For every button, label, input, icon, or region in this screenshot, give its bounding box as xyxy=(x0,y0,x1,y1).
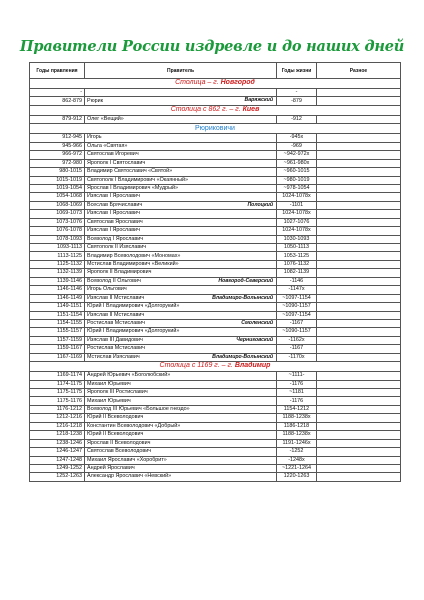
misc-cell xyxy=(317,89,401,97)
ruler-name: Святополк II Изяславич xyxy=(87,244,147,251)
principality-tag: Новгород-Северский xyxy=(218,277,273,284)
life-years: 1191-1246x xyxy=(277,439,317,447)
table-row xyxy=(30,168,401,176)
ruler-cell xyxy=(85,260,277,268)
ruler-cell xyxy=(85,464,277,472)
ruler-cell xyxy=(85,414,277,422)
ruler-name: Владимир Святославич «Святой» xyxy=(87,168,173,175)
reign-years: 1238-1246 xyxy=(30,439,85,447)
ruler-cell xyxy=(85,353,277,361)
ruler-cell xyxy=(85,168,277,176)
life-years: 1188-1238x xyxy=(277,431,317,439)
life-years: 1030-1093 xyxy=(277,235,317,243)
reign-years: - xyxy=(30,89,85,97)
principality-tag: Варяжский xyxy=(244,97,273,104)
table-row xyxy=(30,422,401,430)
table-row xyxy=(30,260,401,268)
dynasty-row xyxy=(30,124,401,134)
ruler-cell xyxy=(85,97,277,105)
table-row xyxy=(30,303,401,311)
principality-tag: Смоленский xyxy=(241,319,273,326)
table-row xyxy=(30,397,401,405)
table-row xyxy=(30,176,401,184)
reign-years: 980-1015 xyxy=(30,168,85,176)
life-years: -879 xyxy=(277,97,317,105)
reign-years: 1216-1218 xyxy=(30,422,85,430)
table-row xyxy=(30,345,401,353)
misc-cell xyxy=(317,286,401,294)
table-row xyxy=(30,235,401,243)
life-years: 1188-1238x xyxy=(277,414,317,422)
reign-years: 1154-1155 xyxy=(30,319,85,327)
table-row xyxy=(30,372,401,380)
reign-years: 1218-1238 xyxy=(30,431,85,439)
principality-tag: Владимиро-Волынский xyxy=(212,294,273,301)
table-row xyxy=(30,286,401,294)
ruler-cell xyxy=(85,431,277,439)
life-years: -1252 xyxy=(277,448,317,456)
ruler-name: Игорь Ольгович xyxy=(87,286,127,293)
reign-years: 912-945 xyxy=(30,134,85,142)
reign-years: 1176-1212 xyxy=(30,405,85,413)
misc-cell xyxy=(317,142,401,150)
table-row xyxy=(30,142,401,150)
table-row xyxy=(30,218,401,226)
table-row xyxy=(30,134,401,142)
ruler-cell xyxy=(85,473,277,481)
table-row xyxy=(30,405,401,413)
reign-years: 879-912 xyxy=(30,115,85,123)
misc-cell xyxy=(317,294,401,302)
ruler-name: Святослав Игоревич xyxy=(87,151,139,158)
misc-cell xyxy=(317,405,401,413)
misc-cell xyxy=(317,151,401,159)
table-row xyxy=(30,277,401,285)
misc-cell xyxy=(317,372,401,380)
ruler-cell xyxy=(85,372,277,380)
ruler-cell xyxy=(85,311,277,319)
ruler-name: Изяслав I Ярославич xyxy=(87,193,140,200)
misc-cell xyxy=(317,473,401,481)
header-years: Годы правления xyxy=(30,63,85,79)
ruler-cell xyxy=(85,456,277,464)
section-city: Владимир xyxy=(234,362,271,370)
capital-section-row xyxy=(30,79,401,89)
life-years: ~1111- xyxy=(277,372,317,380)
life-years: 1154-1212 xyxy=(277,405,317,413)
header-misc: Разное xyxy=(317,63,401,79)
reign-years: 1174-1175 xyxy=(30,380,85,388)
ruler-cell xyxy=(85,422,277,430)
ruler-cell xyxy=(85,328,277,336)
misc-cell xyxy=(317,97,401,105)
ruler-cell xyxy=(85,115,277,123)
ruler-cell xyxy=(85,397,277,405)
misc-cell xyxy=(317,336,401,344)
misc-cell xyxy=(317,168,401,176)
life-years: -1146 xyxy=(277,277,317,285)
reign-years: 1169-1174 xyxy=(30,372,85,380)
life-years: -969 xyxy=(277,142,317,150)
misc-cell xyxy=(317,389,401,397)
life-years: 1220-1263 xyxy=(277,473,317,481)
ruler-name: Мстислав Владимирович «Великий» xyxy=(87,260,179,267)
life-years: 1024-1078x xyxy=(277,227,317,235)
ruler-cell xyxy=(85,389,277,397)
life-years: ~961-980x xyxy=(277,159,317,167)
ruler-name: Юрий II Всеволодович xyxy=(87,431,144,438)
table-row xyxy=(30,414,401,422)
ruler-cell xyxy=(85,319,277,327)
table-row xyxy=(30,184,401,192)
table-row xyxy=(30,269,401,277)
reign-years: 1249-1252 xyxy=(30,464,85,472)
ruler-name: Всеволод III Юрьевич «Большое гнездо» xyxy=(87,405,190,412)
table-row xyxy=(30,353,401,361)
life-years: 1024-1078x xyxy=(277,193,317,201)
section-prefix: Столица – г. xyxy=(175,79,221,87)
ruler-cell xyxy=(85,345,277,353)
misc-cell xyxy=(317,159,401,167)
ruler-name: Святослав Ярославич xyxy=(87,218,143,225)
misc-cell xyxy=(317,184,401,192)
ruler-name: Ярослав I Владимирович «Мудрый» xyxy=(87,185,178,192)
ruler-cell xyxy=(85,151,277,159)
misc-cell xyxy=(317,422,401,430)
reign-years: 1155-1157 xyxy=(30,328,85,336)
ruler-name: Святослав Всеволодович xyxy=(87,448,152,455)
principality-tag: Полоцкий xyxy=(247,201,273,208)
misc-cell xyxy=(317,328,401,336)
life-years: -1176 xyxy=(277,397,317,405)
reign-years: 945-966 xyxy=(30,142,85,150)
table-row xyxy=(30,431,401,439)
ruler-cell xyxy=(85,294,277,302)
principality-tag: Владимиро-Волынский xyxy=(212,353,273,360)
table-row xyxy=(30,210,401,218)
ruler-name: Ярополк III Ростиславич xyxy=(87,389,148,396)
life-years: 1053-1125 xyxy=(277,252,317,260)
life-years: ~1097-1154 xyxy=(277,294,317,302)
section-label xyxy=(30,79,401,89)
misc-cell xyxy=(317,464,401,472)
life-years: -1248x xyxy=(277,456,317,464)
table-row xyxy=(30,252,401,260)
reign-years: 1068-1069 xyxy=(30,201,85,209)
reign-years: 1125-1132 xyxy=(30,260,85,268)
ruler-name: Мстислав Изяславич xyxy=(87,353,140,360)
life-years: 1076-1132 xyxy=(277,260,317,268)
life-years: ~960-1015 xyxy=(277,168,317,176)
ruler-cell xyxy=(85,380,277,388)
reign-years: 1151-1154 xyxy=(30,311,85,319)
life-years: ~1090-1157 xyxy=(277,328,317,336)
rulers-table xyxy=(29,62,401,482)
misc-cell xyxy=(317,227,401,235)
principality-tag: Черниговский xyxy=(236,336,273,343)
reign-years: 1175-1175 xyxy=(30,389,85,397)
ruler-name: Олег «Вещий» xyxy=(87,115,124,122)
reign-years: 1073-1076 xyxy=(30,218,85,226)
life-years: ~1090-1157 xyxy=(277,303,317,311)
table-row xyxy=(30,456,401,464)
ruler-name: Ярополк II Владимирович xyxy=(87,269,152,276)
ruler-name: Всеслав Брячиславич xyxy=(87,201,143,208)
capital-section-row xyxy=(30,362,401,372)
table-row xyxy=(30,89,401,97)
ruler-cell xyxy=(85,252,277,260)
ruler-cell xyxy=(85,277,277,285)
life-years: -1162x xyxy=(277,336,317,344)
misc-cell xyxy=(317,319,401,327)
ruler-name: Рюрик xyxy=(87,97,104,104)
misc-cell xyxy=(317,397,401,405)
life-years: 1186-1218 xyxy=(277,422,317,430)
table-body xyxy=(30,79,401,482)
life-years: - xyxy=(277,89,317,97)
ruler-name: Михаил Юрьевич xyxy=(87,397,131,404)
life-years: -1176 xyxy=(277,380,317,388)
ruler-name: Михаил Юрьевич xyxy=(87,380,131,387)
ruler-cell xyxy=(85,336,277,344)
table-row xyxy=(30,464,401,472)
table-header-row xyxy=(30,63,401,79)
misc-cell xyxy=(317,193,401,201)
life-years: ~1221-1264 xyxy=(277,464,317,472)
misc-cell xyxy=(317,176,401,184)
table-row xyxy=(30,201,401,209)
ruler-cell xyxy=(85,142,277,150)
reign-years: 1132-1139 xyxy=(30,269,85,277)
life-years: -1170x xyxy=(277,353,317,361)
reign-years: 1212-1216 xyxy=(30,414,85,422)
misc-cell xyxy=(317,134,401,142)
reign-years: 862-879 xyxy=(30,97,85,105)
ruler-name: Изяслав II Мстиславич xyxy=(87,311,145,318)
reign-years: 1159-1167 xyxy=(30,345,85,353)
reign-years: 1093-1113 xyxy=(30,244,85,252)
misc-cell xyxy=(317,456,401,464)
misc-cell xyxy=(317,269,401,277)
ruler-cell xyxy=(85,269,277,277)
section-label xyxy=(30,105,401,115)
table-row xyxy=(30,311,401,319)
life-years: ~1181 xyxy=(277,389,317,397)
life-years: ~978-1054 xyxy=(277,184,317,192)
ruler-cell xyxy=(85,303,277,311)
ruler-name: Александр Ярославич «Невский» xyxy=(87,473,172,480)
misc-cell xyxy=(317,201,401,209)
life-years: ~1097-1154 xyxy=(277,311,317,319)
ruler-name: Изяслав I Ярославич xyxy=(87,227,140,234)
table-row xyxy=(30,473,401,481)
life-years: ~942-972x xyxy=(277,151,317,159)
ruler-cell xyxy=(85,439,277,447)
header-life: Годы жизни xyxy=(277,63,317,79)
misc-cell xyxy=(317,353,401,361)
life-years: -1167 xyxy=(277,319,317,327)
life-years: -1101 xyxy=(277,201,317,209)
section-prefix: Столица с 862 г. – г. xyxy=(170,106,243,114)
ruler-name: Игорь xyxy=(87,134,102,141)
reign-years: 1139-1146 xyxy=(30,277,85,285)
ruler-name: Ростислав Мстиславич xyxy=(87,320,145,327)
table-row xyxy=(30,151,401,159)
ruler-cell xyxy=(85,193,277,201)
table-row xyxy=(30,439,401,447)
reign-years: 1167-1169 xyxy=(30,353,85,361)
header-ruler: Правитель xyxy=(85,63,277,79)
ruler-name: Ярослав II Всеволодович xyxy=(87,439,151,446)
ruler-cell xyxy=(85,89,277,97)
misc-cell xyxy=(317,431,401,439)
reign-years: 972-980 xyxy=(30,159,85,167)
misc-cell xyxy=(317,210,401,218)
ruler-name: Михаил Ярославич «Хоробрит» xyxy=(87,456,167,463)
ruler-cell xyxy=(85,448,277,456)
life-years: ~980-1019 xyxy=(277,176,317,184)
life-years: 1082-1139 xyxy=(277,269,317,277)
reign-years: 1019-1054 xyxy=(30,184,85,192)
misc-cell xyxy=(317,311,401,319)
reign-years: 1054-1068 xyxy=(30,193,85,201)
reign-years: 1146-1149 xyxy=(30,294,85,302)
ruler-cell xyxy=(85,176,277,184)
misc-cell xyxy=(317,235,401,243)
ruler-name: Изяслав I Ярославич xyxy=(87,210,140,217)
ruler-cell xyxy=(85,159,277,167)
reign-years: 1157-1159 xyxy=(30,336,85,344)
table-row xyxy=(30,319,401,327)
ruler-cell xyxy=(85,210,277,218)
table-row xyxy=(30,448,401,456)
reign-years: 966-972 xyxy=(30,151,85,159)
reign-years: 1146-1146 xyxy=(30,286,85,294)
ruler-name: Андрей Ярославич xyxy=(87,465,135,472)
ruler-name: Юрий I Владимирович «Долгорукий» xyxy=(87,328,180,335)
table-row xyxy=(30,227,401,235)
ruler-cell xyxy=(85,227,277,235)
misc-cell xyxy=(317,277,401,285)
life-years: 1027-1076 xyxy=(277,218,317,226)
reign-years: 1076-1078 xyxy=(30,227,85,235)
ruler-cell xyxy=(85,405,277,413)
misc-cell xyxy=(317,439,401,447)
ruler-cell xyxy=(85,184,277,192)
table-row xyxy=(30,159,401,167)
reign-years: 1247-1248 xyxy=(30,456,85,464)
ruler-name: Андрей Юрьевич «Боголюбский» xyxy=(87,372,171,379)
ruler-cell xyxy=(85,201,277,209)
ruler-cell xyxy=(85,134,277,142)
ruler-name: Ольга «Святая» xyxy=(87,142,128,149)
misc-cell xyxy=(317,380,401,388)
misc-cell xyxy=(317,414,401,422)
capital-section-row xyxy=(30,105,401,115)
misc-cell xyxy=(317,252,401,260)
ruler-cell xyxy=(85,235,277,243)
ruler-name: Ростислав Мстиславич xyxy=(87,345,145,352)
life-years: -1147x xyxy=(277,286,317,294)
reign-years: 1246-1247 xyxy=(30,448,85,456)
page-title: Правители России издревле и до наших дней xyxy=(19,38,405,55)
reign-years: 1175-1176 xyxy=(30,397,85,405)
ruler-cell xyxy=(85,286,277,294)
ruler-name: Юрий II Всеволодович xyxy=(87,414,144,421)
ruler-name: Изяслав III Давидович xyxy=(87,336,143,343)
life-years: -912 xyxy=(277,115,317,123)
life-years: -945x xyxy=(277,134,317,142)
section-city: Киев xyxy=(242,106,260,114)
table-row xyxy=(30,97,401,105)
table-row xyxy=(30,193,401,201)
misc-cell xyxy=(317,448,401,456)
section-prefix: Столица с 1169 г. – г. xyxy=(159,362,235,370)
reign-years: 1113-1125 xyxy=(30,252,85,260)
table-row xyxy=(30,294,401,302)
misc-cell xyxy=(317,218,401,226)
table-row xyxy=(30,328,401,336)
reign-years: 1069-1073 xyxy=(30,210,85,218)
misc-cell xyxy=(317,260,401,268)
ruler-name: Владимир Всеволодович «Мономах» xyxy=(87,252,181,259)
table-row xyxy=(30,244,401,252)
table-row xyxy=(30,336,401,344)
life-years: 1050-1113 xyxy=(277,244,317,252)
dynasty-name: Рюриковичи xyxy=(30,124,401,134)
ruler-name: Всеволод II Ольгович xyxy=(87,277,141,284)
ruler-name: Юрий I Владимирович «Долгорукий» xyxy=(87,303,180,310)
reign-years: 1015-1019 xyxy=(30,176,85,184)
life-years: 1024-1078x xyxy=(277,210,317,218)
section-city: Новгород xyxy=(220,79,255,87)
misc-cell xyxy=(317,115,401,123)
ruler-name: Святополк I Владимирович «Окаянный» xyxy=(87,176,189,183)
ruler-name: Всеволод I Ярославич xyxy=(87,235,144,242)
ruler-cell xyxy=(85,218,277,226)
table-row xyxy=(30,380,401,388)
misc-cell xyxy=(317,303,401,311)
ruler-name: Изяслав II Мстиславич xyxy=(87,294,145,301)
misc-cell xyxy=(317,244,401,252)
reign-years: 1252-1263 xyxy=(30,473,85,481)
ruler-cell xyxy=(85,244,277,252)
table-row xyxy=(30,115,401,123)
reign-years: 1149-1151 xyxy=(30,303,85,311)
reign-years: 1078-1093 xyxy=(30,235,85,243)
life-years: -1167 xyxy=(277,345,317,353)
table-row xyxy=(30,389,401,397)
ruler-name: Константин Всеволодович «Добрый» xyxy=(87,422,181,429)
misc-cell xyxy=(317,345,401,353)
ruler-name: Ярополк I Святославич xyxy=(87,159,146,166)
section-label xyxy=(30,362,401,372)
